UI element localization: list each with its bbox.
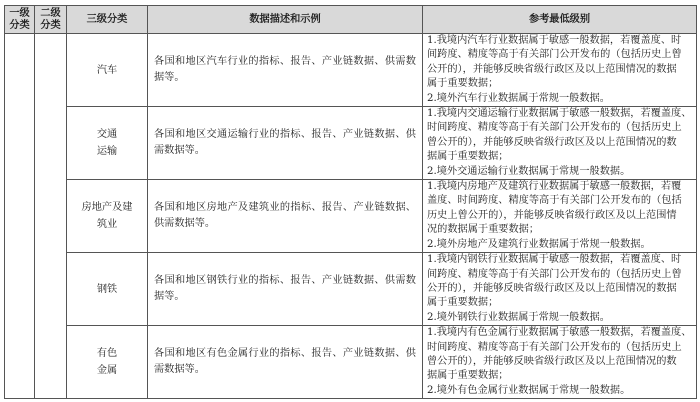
level-cell: 1.我境内房地产及建筑行业数据属于敏感一般数据，若覆 盖度、时间跨度、精度等高于有关部门公开发布的（包括 历史上曾公开的），并能够反映省级行政区及以上范围情 况的数据属于重要数据； 2.境外房地产及建筑行业数据属于常规一般数据。	[423, 180, 697, 253]
level-cell: 1.我境内汽车行业数据属于敏感一般数据，若覆盖度、时 间跨度、精度等高于有关部门公开发布的（包括历史上曾 公开的），并能够反映省级行政区及以上范围情况的数据 属于重要数据； 2.境外汽车行业数据属于常规一般数据。	[423, 34, 697, 107]
category-cell: 房地产及建筑业	[67, 180, 148, 253]
level-cell: 1.我境内交通运输行业数据属于敏感一般数据，若覆盖度、 时间跨度、精度等高于有关部门公开发布的（包括历史上 曾公开的），并能够反映省级行政区及以上范围情况的数 据属于重要数据； 2.境外交通运输行业数据属于常规一般数据。	[423, 107, 697, 180]
category-cell: 汽车	[67, 34, 148, 107]
description-cell: 各国和地区房地产及建筑业的指标、报告、产业链数据、供需数据等。	[148, 180, 423, 253]
table-row	[5, 34, 697, 107]
header-level-3: 三级分类	[67, 6, 148, 34]
level-1-cell	[5, 34, 35, 399]
table-row	[5, 326, 697, 399]
level-cell: 1.我境内钢铁行业数据属于敏感一般数据，若覆盖度、时 间跨度、精度等高于有关部门公开发布的（包括历史上曾 公开的），并能够反映省级行政区及以上范围情况的数据 属于重要数据； 2.境外钢铁行业数据属于常规一般数据。	[423, 253, 697, 326]
table-row	[5, 107, 697, 180]
category-cell: 交通运输	[67, 107, 148, 180]
description-cell: 各国和地区交通运输行业的指标、报告、产业链数据、供需数据等。	[148, 107, 423, 180]
header-level-1: 一级分类	[5, 6, 35, 34]
header-row	[5, 6, 697, 34]
table-row	[5, 180, 697, 253]
description-cell: 各国和地区汽车行业的指标、报告、产业链数据、供需数据等。	[148, 34, 423, 107]
level-2-cell	[35, 34, 67, 399]
category-cell: 有色金属	[67, 326, 148, 399]
description-cell: 各国和地区有色金属行业的指标、报告、产业链数据、供需数据等。	[148, 326, 423, 399]
header-level-2: 二级分类	[35, 6, 67, 34]
header-min-level: 参考最低级别	[423, 6, 697, 34]
description-cell: 各国和地区钢铁行业的指标、报告、产业链数据、供需数据等。	[148, 253, 423, 326]
level-cell: 1.我境内有色金属行业数据属于敏感一般数据，若覆盖度、 时间跨度、精度等高于有关部门公开发布的（包括历史上 曾公开的），并能够反映省级行政区及以上范围情况的数 据属于重要数据； 2.境外有色金属行业数据属于常规一般数据。	[423, 326, 697, 399]
table-row	[5, 253, 697, 326]
category-cell: 钢铁	[67, 253, 148, 326]
header-description: 数据描述和示例	[148, 6, 423, 34]
data-classification-table	[4, 5, 697, 399]
